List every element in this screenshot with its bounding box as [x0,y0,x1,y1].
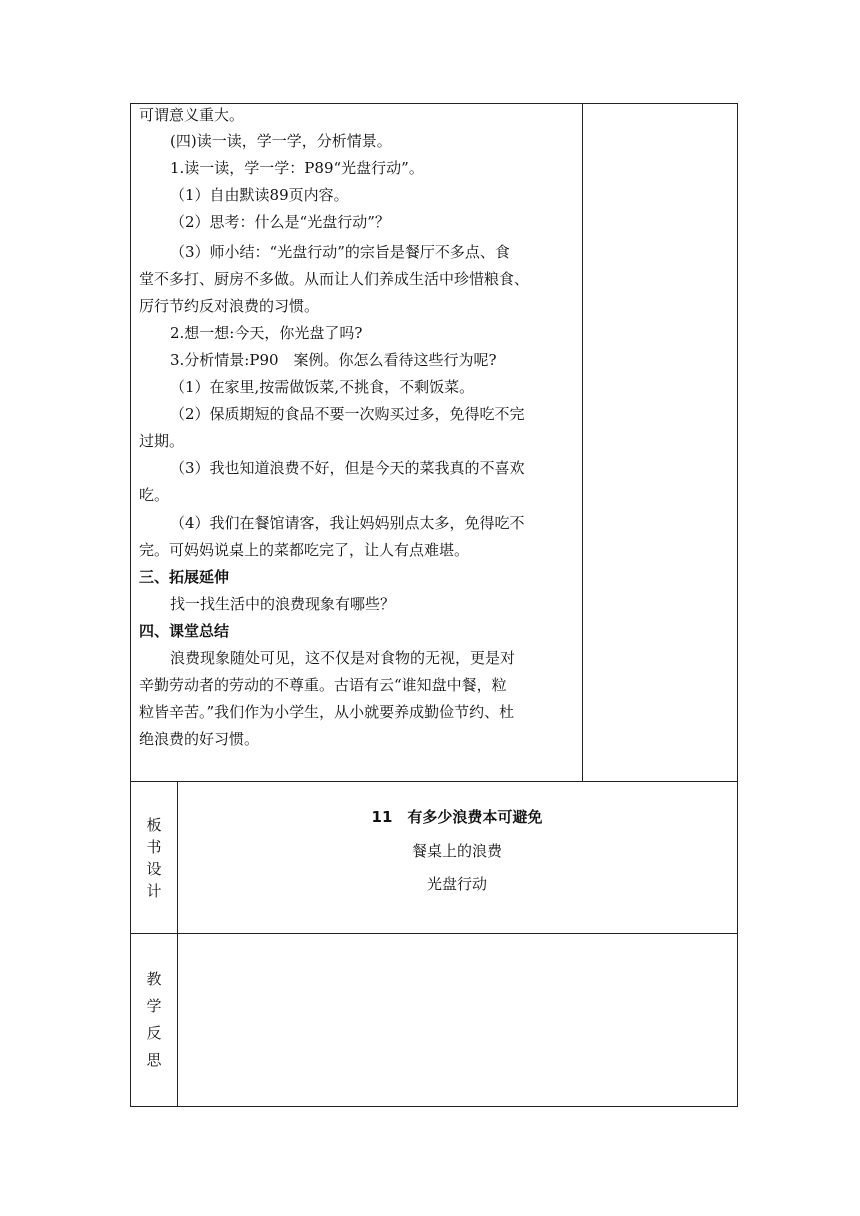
content-line: 可谓意义重大。 [139,106,245,124]
label-char: 设 [146,860,162,878]
content-line: 1.读一读，学一学：P89“光盘行动”。 [170,159,424,177]
content-line: 吃。 [139,486,170,504]
content-line: 2.想一想:今天，你光盘了吗? [170,324,363,342]
content-line: 厉行节约反对浪费的习惯。 [139,297,320,315]
reflection-content [178,934,736,1105]
table-bottom-border [130,1106,738,1107]
label-char: 板 [146,816,162,834]
board-line-1: 餐桌上的浪费 [411,842,502,860]
content-line: 堂不多打、厨房不多做。从而让人们养成生活中珍惜粮食、 [139,270,530,288]
content-line: （2）保质期短的食品不要一次购买过多，免得吃不完 [170,405,525,423]
section-heading: 四、课堂总结 [139,622,230,640]
content-line: 辛勤劳动者的劳动的不尊重。古语有云“谁知盘中餐，粒 [139,676,507,694]
content-line: （4）我们在餐馆请客，我让妈妈别点太多，免得吃不 [170,514,525,532]
content-notes-divider [582,103,583,782]
label-char: 反 [146,1024,162,1042]
content-line: （2）思考：什么是“光盘行动”？ [170,213,390,231]
content-line: 绝浪费的好习惯。 [139,730,260,748]
section-heading: 三、拓展延伸 [139,568,230,586]
table-left-border [130,103,131,1107]
content-line: (四)读一读，学一学，分析情景。 [170,132,392,150]
content-line: 浪费现象随处可见，这不仅是对食物的无视，更是对 [170,649,516,667]
label-char: 学 [146,997,162,1015]
content-line: 找一找生活中的浪费现象有哪些？ [170,595,396,613]
content-line: 粒皆辛苦。”我们作为小学生，从小就要养成勤俭节约、杜 [139,703,515,721]
board-title: 11 有多少浪费本可避免 [371,808,543,826]
content-line: （3）师小结：“光盘行动”的宗旨是餐厅不多点、食 [170,243,510,261]
content-line: （1）在家里,按需做饭菜,不挑食，不剩饭菜。 [170,378,475,396]
label-char: 思 [146,1051,162,1069]
table-right-border [737,103,738,1107]
content-line: 完。可妈妈说桌上的菜都吃完了，让人有点难堪。 [139,541,470,559]
content-line: （1）自由默读89页内容。 [170,186,349,204]
label-char: 书 [146,838,162,856]
content-line: 3.分析情景:P90 案例。你怎么看待这些行为呢? [170,351,497,369]
board-row-top-border [130,781,738,782]
content-line: 过期。 [139,432,185,450]
label-char: 计 [146,882,162,900]
label-char: 教 [146,970,162,988]
board-line-2: 光盘行动 [426,875,487,893]
content-line: （3）我也知道浪费不好，但是今天的菜我真的不喜欢 [170,459,525,477]
